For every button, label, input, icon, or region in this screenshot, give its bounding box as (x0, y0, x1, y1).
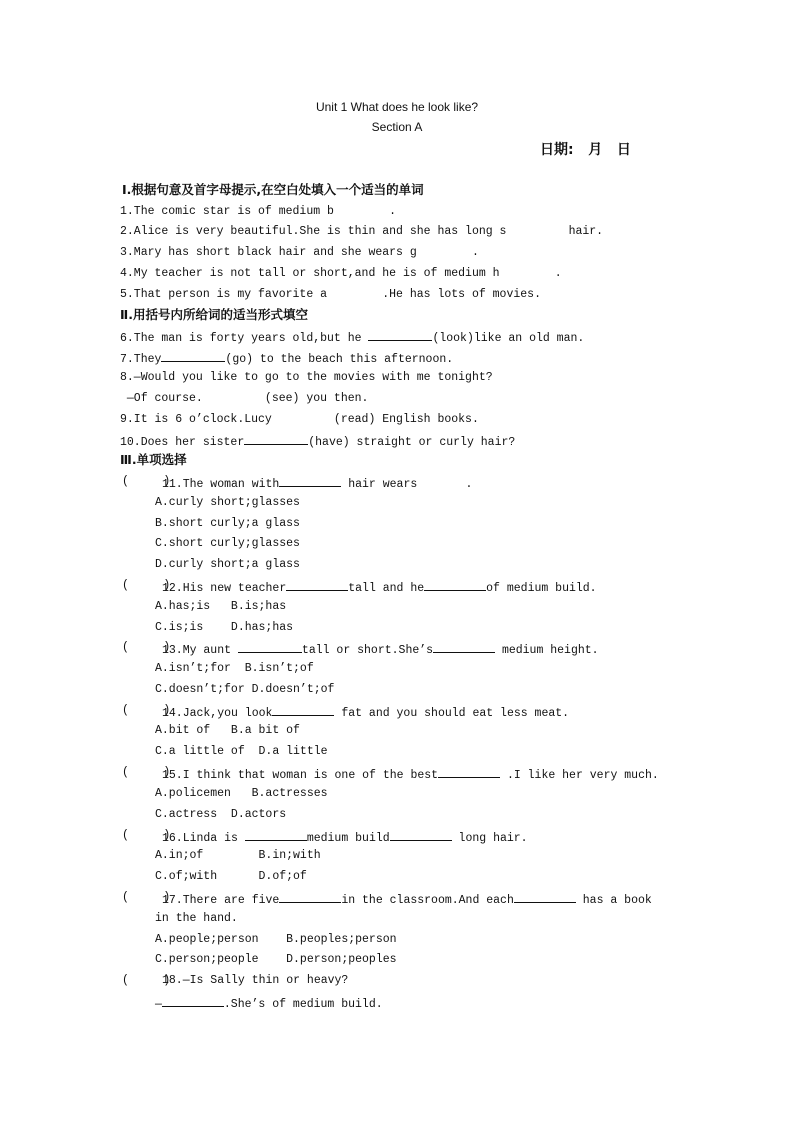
q17-options-ab: A.people;person B.peoples;person (155, 933, 397, 946)
answer-paren-16: ( ) (122, 829, 171, 842)
q13-options-ab: A.isn’t;for B.isn’t;of (155, 662, 314, 675)
q15-options-cd: C.actress D.actors (155, 808, 287, 821)
part2-heading: Ⅱ.用括号内所给词的适当形式填空 (120, 307, 308, 322)
part3-heading: Ⅲ.单项选择 (120, 452, 187, 467)
question-5: 5.That person is my favorite a .He has lots of movies. (120, 288, 541, 301)
q17-options-cd: C.person;people D.person;peoples (155, 953, 397, 966)
answer-paren-14: ( ) (122, 704, 171, 717)
question-17-continued: in the hand. (155, 912, 238, 925)
page-title: Unit 1 What does he look like? (315, 100, 479, 114)
answer-paren-12: ( ) (122, 579, 171, 592)
question-2: 2.Alice is very beautiful.She is thin and she has long s hair. (120, 225, 604, 238)
question-17: 17.There are five in the classroom.And each has a book (162, 891, 652, 908)
q15-options-ab: A.policemen B.actresses (155, 787, 328, 800)
answer-paren-15: ( ) (122, 766, 171, 779)
q13-options-cd: C.doesn’t;for D.doesn’t;of (155, 683, 335, 696)
question-1: 1.The comic star is of medium b . (120, 205, 397, 218)
question-11: 11.The woman with hair wears . (162, 475, 472, 492)
answer-paren-11: ( ) (122, 475, 171, 488)
q11-option-a: A.curly short;glasses (155, 496, 300, 509)
section-label: Section A (371, 120, 423, 134)
question-4: 4.My teacher is not tall or short,and he is of medium h . (120, 267, 562, 280)
date-line: 日期: 月 日 (540, 142, 631, 158)
q14-options-ab: A.bit of B.a bit of (155, 724, 300, 737)
answer-paren-17: ( ) (122, 891, 171, 904)
q16-options-cd: C.of;with D.of;of (155, 870, 307, 883)
question-14: 14.Jack,you look fat and you should eat less meat. (162, 704, 569, 721)
answer-paren-13: ( ) (122, 641, 171, 654)
question-8-line-2: —Of course. (see) you then. (120, 392, 369, 405)
q11-option-c: C.short curly;glasses (155, 537, 300, 550)
question-12: 12.His new teacher tall and he of medium build. (162, 579, 597, 596)
question-18: 18.—Is Sally thin or heavy? (162, 974, 349, 987)
question-13: 13.My aunt tall or short.She’s medium height. (162, 641, 599, 658)
q11-option-b: B.short curly;a glass (155, 517, 300, 530)
q11-option-d: D.curly short;a glass (155, 558, 300, 571)
question-9: 9.It is 6 o’clock.Lucy (read) English books. (120, 413, 479, 426)
q12-options-cd: C.is;is D.has;has (155, 621, 294, 634)
question-18-reply: — .She’s of medium build. (155, 995, 383, 1012)
question-6: 6.The man is forty years old,but he (look)like an old man. (120, 329, 584, 346)
part1-heading: Ⅰ.根据句意及首字母提示,在空白处填入一个适当的单词 (122, 182, 424, 197)
q14-options-cd: C.a little of D.a little (155, 745, 328, 758)
question-8-line-1: 8.—Would you like to go to the movies with me tonight? (120, 371, 493, 384)
question-10: 10.Does her sister (have) straight or curly hair? (120, 433, 515, 450)
answer-paren-18: ( ) (122, 974, 171, 987)
q16-options-ab: A.in;of B.in;with (155, 849, 321, 862)
question-3: 3.Mary has short black hair and she wears g . (120, 246, 479, 259)
question-7: 7.They (go) to the beach this afternoon. (120, 350, 453, 367)
question-16: 16.Linda is medium build long hair. (162, 829, 528, 846)
question-15: 15.I think that woman is one of the best .I like her very much. (162, 766, 659, 783)
q12-options-ab: A.has;is B.is;has (155, 600, 287, 613)
